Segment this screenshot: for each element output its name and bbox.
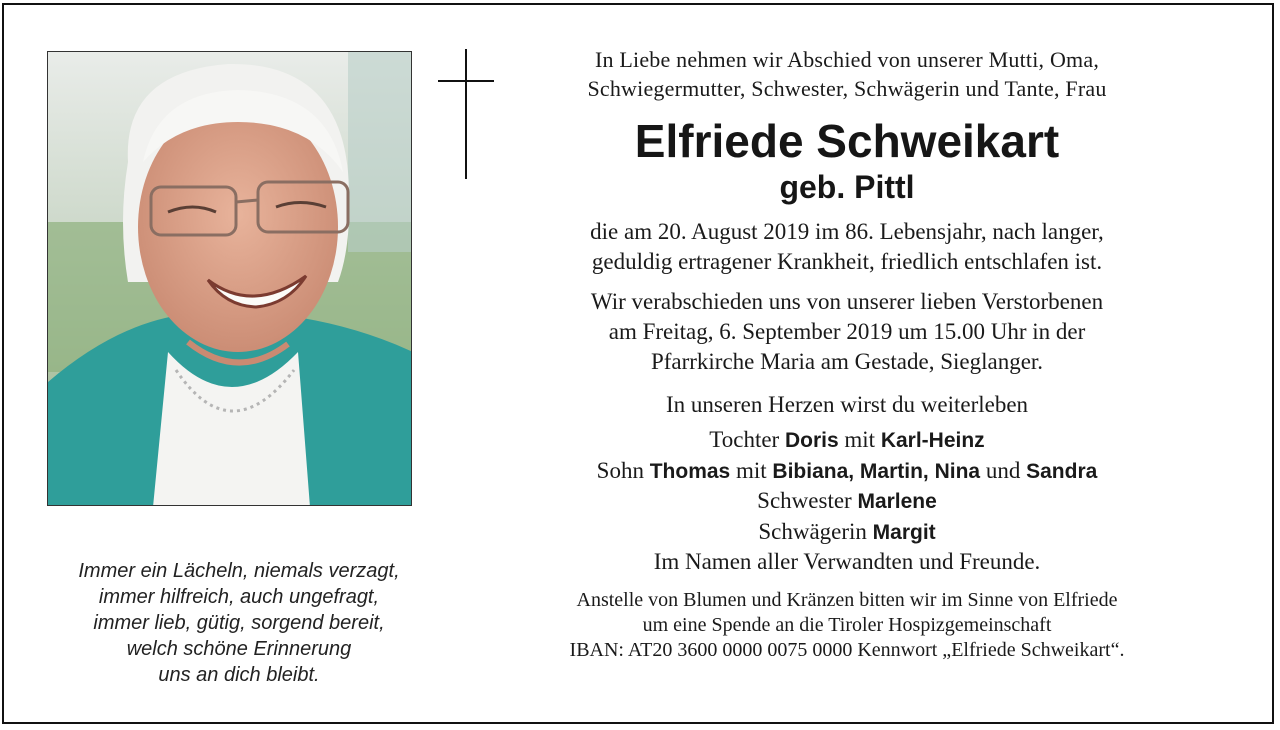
memorial-poem	[34, 558, 444, 688]
donation-note	[494, 588, 1200, 663]
relation-label: Tochter	[709, 427, 780, 452]
obituary-card	[2, 3, 1274, 724]
family-member-name: Sandra	[1026, 459, 1098, 483]
farewell-line: am Freitag, 6. September 2019 um 15.00 Uhr in der	[608, 319, 1086, 344]
farewell-line: Wir verabschieden uns von unserer lieben Verstorbenen	[590, 289, 1104, 314]
poem-line: welch schöne Erinnerung	[126, 638, 352, 660]
joiner-word: mit	[844, 427, 876, 452]
deceased-name: Elfriede Schweikart	[634, 115, 1060, 167]
birth-name: geb. Pittl	[779, 169, 915, 205]
family-sister-in-law	[494, 517, 1200, 548]
intro-line: In Liebe nehmen wir Abschied von unserer Mutti, Oma,	[594, 47, 1100, 72]
poem-line: uns an dich bleibt.	[158, 664, 320, 686]
donation-line: um eine Spende an die Tiroler Hospizgemeinschaft	[642, 613, 1052, 636]
obituary-text	[494, 45, 1200, 663]
memory-line: In unseren Herzen wirst du weiterleben	[665, 392, 1029, 417]
farewell-line: Pfarrkirche Maria am Gestade, Sieglanger.	[650, 349, 1044, 374]
family-son	[494, 456, 1200, 487]
farewell-paragraph	[494, 287, 1200, 377]
cross-icon	[438, 49, 494, 179]
family-member-name: Karl-Heinz	[880, 429, 985, 452]
passing-paragraph	[494, 217, 1200, 277]
poem-line: immer hilfreich, auch ungefragt,	[98, 586, 380, 608]
relation-label: Sohn	[596, 457, 644, 483]
donation-iban: IBAN: AT20 3600 0000 0075 0000 Kennwort „Elfriede Schweikart“.	[569, 638, 1125, 661]
joiner-word: mit	[735, 457, 767, 483]
poem-line: Immer ein Lächeln, niemals verzagt,	[78, 560, 400, 582]
family-list	[494, 425, 1200, 577]
family-member-name: Marlene	[857, 490, 937, 513]
poem-line: immer lieb, gütig, sorgend bereit,	[93, 612, 385, 634]
portrait-photo	[47, 51, 412, 506]
family-member-name: Bibiana, Martin, Nina	[772, 459, 981, 483]
family-daughter	[494, 425, 1200, 456]
family-member-name: Margit	[872, 520, 936, 544]
relation-label: Schwester	[757, 488, 852, 513]
family-member-name: Thomas	[649, 459, 731, 483]
family-closing: Im Namen aller Verwandten und Freunde.	[653, 549, 1041, 574]
family-sister	[494, 486, 1200, 517]
passing-line: geduldig ertragener Krankheit, friedlich entschlafen ist.	[591, 249, 1103, 274]
joiner-word: und	[985, 457, 1021, 483]
intro-line: Schwiegermutter, Schwester, Schwägerin und Tante, Frau	[587, 76, 1107, 101]
passing-line: die am 20. August 2019 im 86. Lebensjahr, nach langer,	[590, 219, 1104, 244]
family-member-name: Doris	[784, 429, 839, 452]
donation-line: Anstelle von Blumen und Kränzen bitten wir im Sinne von Elfriede	[576, 588, 1118, 611]
relation-label: Schwägerin	[758, 518, 867, 544]
